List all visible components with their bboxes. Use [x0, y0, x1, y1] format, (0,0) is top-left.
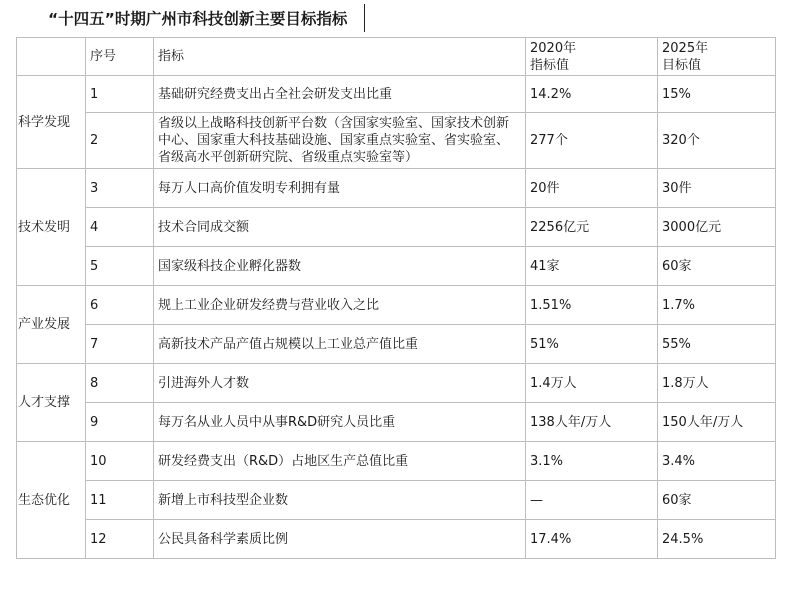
table-row	[17, 286, 776, 325]
row-indicator: 新增上市科技型企业数	[154, 481, 526, 520]
header-2025-target	[658, 38, 776, 76]
row-indicator: 每万人口高价值发明专利拥有量	[154, 169, 526, 208]
row-indicator: 公民具备科学素质比例	[154, 520, 526, 559]
table-header-row	[17, 38, 776, 76]
row-2020-value: 51%	[526, 325, 658, 364]
row-index: 11	[86, 481, 154, 520]
row-indicator: 基础研究经费支出占全社会研发支出比重	[154, 76, 526, 113]
row-index: 9	[86, 403, 154, 442]
row-indicator: 技术合同成交额	[154, 208, 526, 247]
header-2025-target-text: 2025年 目标值	[662, 40, 709, 73]
row-indicator: 规上工业企业研发经费与营业收入之比	[154, 286, 526, 325]
row-2020-value: 41家	[526, 247, 658, 286]
table-row	[17, 76, 776, 113]
category-cell: 生态优化	[17, 442, 86, 559]
row-2020-value: 14.2%	[526, 76, 658, 113]
row-indicator: 每万名从业人员中从事R&D研究人员比重	[154, 403, 526, 442]
row-index: 8	[86, 364, 154, 403]
row-2025-target: 1.8万人	[658, 364, 776, 403]
row-index: 10	[86, 442, 154, 481]
row-2025-target: 55%	[658, 325, 776, 364]
table-row	[17, 442, 776, 481]
row-index: 12	[86, 520, 154, 559]
row-2025-target: 15%	[658, 76, 776, 113]
table-row	[17, 364, 776, 403]
row-index: 4	[86, 208, 154, 247]
row-2020-value: —	[526, 481, 658, 520]
table-row	[17, 403, 776, 442]
row-2025-target: 3.4%	[658, 442, 776, 481]
header-2020-value	[526, 38, 658, 76]
row-2020-value: 1.4万人	[526, 364, 658, 403]
row-index: 1	[86, 76, 154, 113]
row-2025-target: 60家	[658, 481, 776, 520]
row-index: 5	[86, 247, 154, 286]
row-index: 2	[86, 113, 154, 169]
row-indicator: 引进海外人才数	[154, 364, 526, 403]
row-2020-value: 1.51%	[526, 286, 658, 325]
row-2025-target: 24.5%	[658, 520, 776, 559]
document-title: “十四五”时期广州市科技创新主要目标指标	[48, 10, 348, 28]
category-cell: 科学发现	[17, 76, 86, 169]
header-2020-value-text: 2020年 指标值	[530, 40, 577, 73]
category-cell: 人才支撑	[17, 364, 86, 442]
table-row	[17, 520, 776, 559]
table-row	[17, 113, 776, 169]
row-2020-value: 277个	[526, 113, 658, 169]
row-2020-value: 138人年/万人	[526, 403, 658, 442]
row-2025-target: 150人年/万人	[658, 403, 776, 442]
row-2020-value: 2256亿元	[526, 208, 658, 247]
row-index: 6	[86, 286, 154, 325]
row-index: 7	[86, 325, 154, 364]
header-indicator: 指标	[154, 38, 526, 76]
row-indicator: 研发经费支出（R&D）占地区生产总值比重	[154, 442, 526, 481]
row-2020-value: 20件	[526, 169, 658, 208]
category-cell: 产业发展	[17, 286, 86, 364]
row-2025-target: 30件	[658, 169, 776, 208]
header-index: 序号	[86, 38, 154, 76]
category-cell: 技术发明	[17, 169, 86, 286]
text-cursor	[364, 4, 365, 32]
row-2025-target: 60家	[658, 247, 776, 286]
row-2020-value: 3.1%	[526, 442, 658, 481]
row-indicator: 国家级科技企业孵化器数	[154, 247, 526, 286]
header-category	[17, 38, 86, 76]
table-row	[17, 481, 776, 520]
row-2025-target: 1.7%	[658, 286, 776, 325]
row-indicator: 省级以上战略科技创新平台数（含国家实验室、国家技术创新中心、国家重大科技基础设施、国家重点实验室、省实验室、省级高水平创新研究院、省级重点实验室等）	[154, 113, 526, 169]
row-2025-target: 320个	[658, 113, 776, 169]
table-row	[17, 247, 776, 286]
table-row	[17, 325, 776, 364]
row-2020-value: 17.4%	[526, 520, 658, 559]
table-row	[17, 208, 776, 247]
targets-table	[16, 37, 776, 559]
row-index: 3	[86, 169, 154, 208]
row-2025-target: 3000亿元	[658, 208, 776, 247]
row-indicator: 高新技术产品产值占规模以上工业总产值比重	[154, 325, 526, 364]
table-row	[17, 169, 776, 208]
